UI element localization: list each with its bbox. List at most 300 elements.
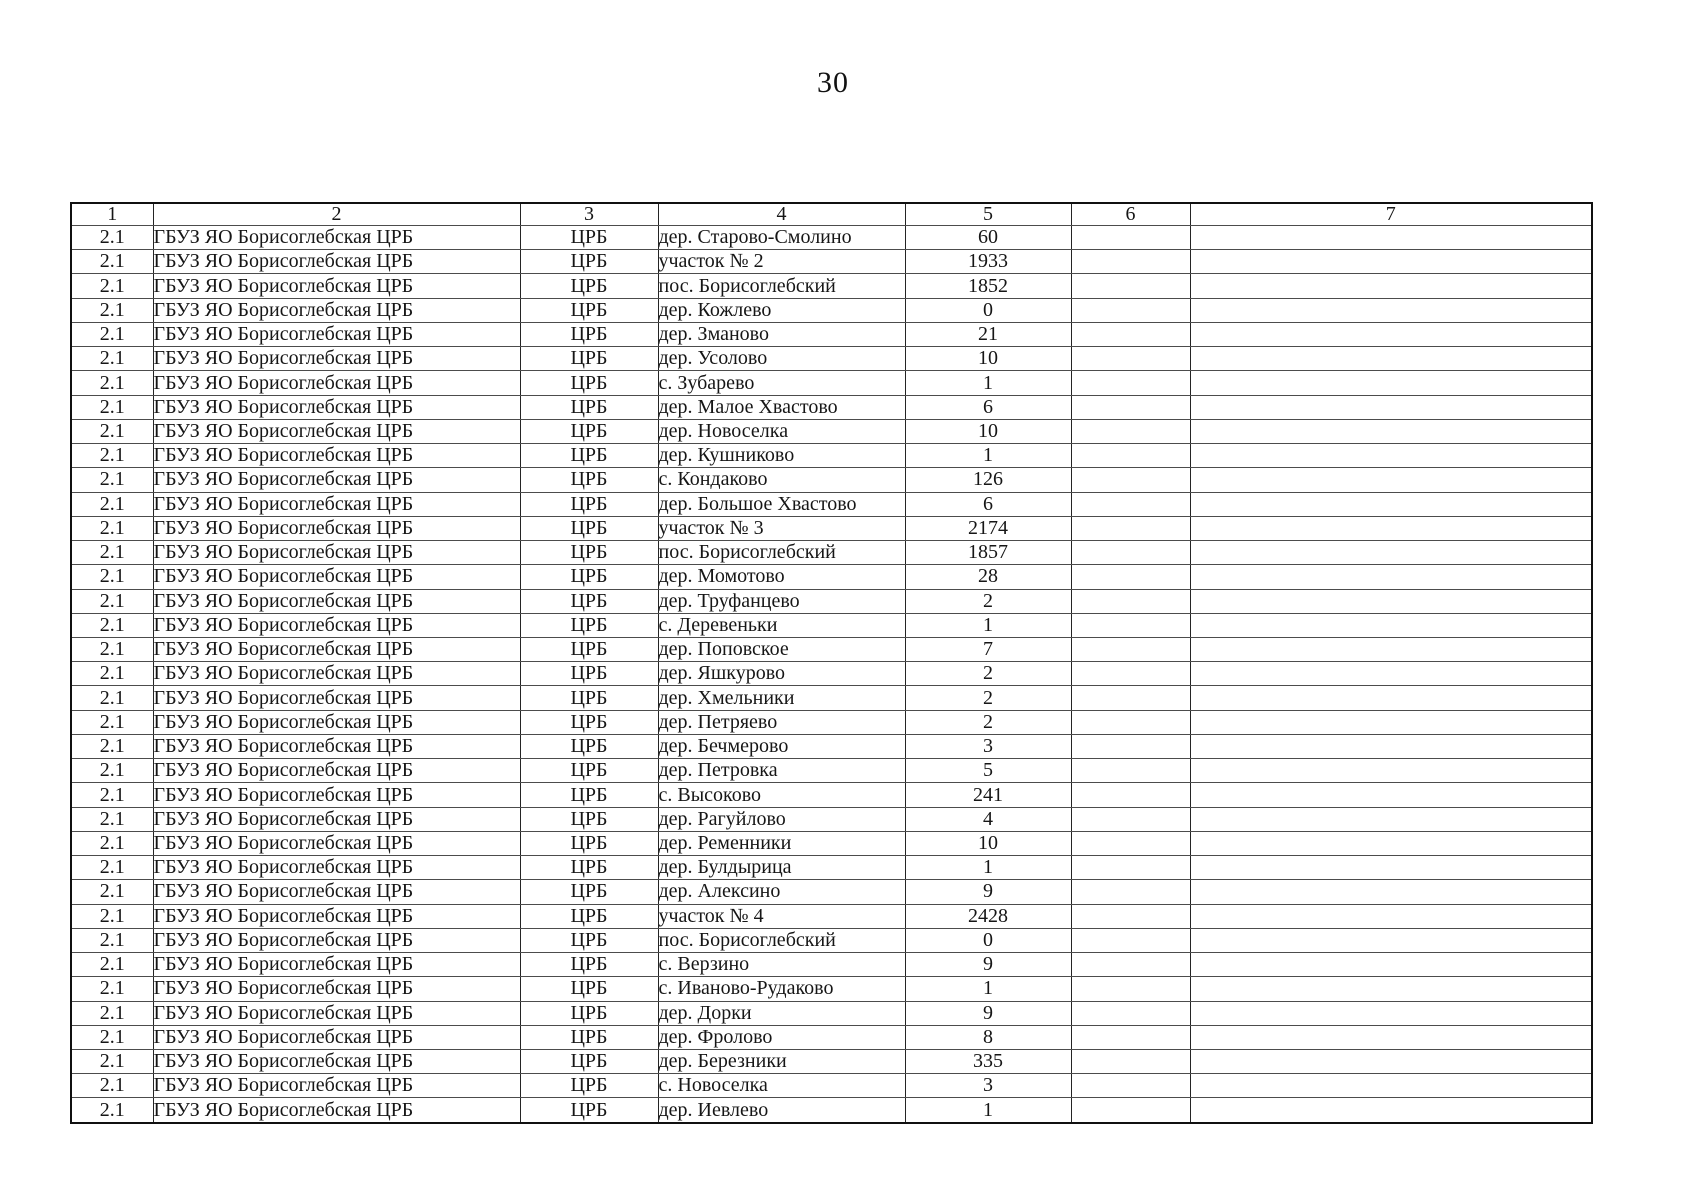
row-number-cell: 2.1 <box>71 589 153 613</box>
row-number-cell: 2.1 <box>71 637 153 661</box>
row-number-cell: 2.1 <box>71 492 153 516</box>
org-type-cell: ЦРБ <box>520 274 658 298</box>
column-6-cell <box>1071 347 1190 371</box>
header-cell-1: 1 <box>71 203 153 226</box>
locality-cell: дер. Фролово <box>658 1025 905 1049</box>
population-cell: 6 <box>905 395 1071 419</box>
column-7-cell <box>1190 1025 1592 1049</box>
column-6-cell <box>1071 1025 1190 1049</box>
row-number-cell: 2.1 <box>71 1001 153 1025</box>
column-7-cell <box>1190 565 1592 589</box>
organization-cell: ГБУЗ ЯО Борисоглебская ЦРБ <box>153 250 520 274</box>
table-row <box>71 759 1592 783</box>
population-cell: 241 <box>905 783 1071 807</box>
org-type-cell: ЦРБ <box>520 1098 658 1123</box>
column-6-cell <box>1071 856 1190 880</box>
row-number-cell: 2.1 <box>71 468 153 492</box>
column-7-cell <box>1190 1074 1592 1098</box>
population-cell: 8 <box>905 1025 1071 1049</box>
table-row <box>71 565 1592 589</box>
population-cell: 1 <box>905 371 1071 395</box>
header-cell-4: 4 <box>658 203 905 226</box>
column-6-cell <box>1071 686 1190 710</box>
column-6-cell <box>1071 395 1190 419</box>
org-type-cell: ЦРБ <box>520 516 658 540</box>
org-type-cell: ЦРБ <box>520 904 658 928</box>
locality-cell: дер. Труфанцево <box>658 589 905 613</box>
row-number-cell: 2.1 <box>71 250 153 274</box>
column-6-cell <box>1071 637 1190 661</box>
locality-cell: дер. Зманово <box>658 322 905 346</box>
column-7-cell <box>1190 395 1592 419</box>
column-6-cell <box>1071 662 1190 686</box>
row-number-cell: 2.1 <box>71 1025 153 1049</box>
locality-cell: дер. Новоселка <box>658 419 905 443</box>
org-type-cell: ЦРБ <box>520 734 658 758</box>
row-number-cell: 2.1 <box>71 1074 153 1098</box>
table-row <box>71 904 1592 928</box>
column-7-cell <box>1190 928 1592 952</box>
column-7-cell <box>1190 250 1592 274</box>
table-row <box>71 637 1592 661</box>
table-header-row <box>71 203 1592 226</box>
column-6-cell <box>1071 977 1190 1001</box>
column-7-cell <box>1190 977 1592 1001</box>
table-row <box>71 856 1592 880</box>
population-cell: 1 <box>905 613 1071 637</box>
locality-cell: дер. Бечмерово <box>658 734 905 758</box>
org-type-cell: ЦРБ <box>520 686 658 710</box>
population-cell: 10 <box>905 831 1071 855</box>
column-7-cell <box>1190 1049 1592 1073</box>
row-number-cell: 2.1 <box>71 831 153 855</box>
table-row <box>71 419 1592 443</box>
column-7-cell <box>1190 492 1592 516</box>
row-number-cell: 2.1 <box>71 977 153 1001</box>
column-6-cell <box>1071 565 1190 589</box>
organization-cell: ГБУЗ ЯО Борисоглебская ЦРБ <box>153 831 520 855</box>
population-cell: 3 <box>905 734 1071 758</box>
population-cell: 1 <box>905 1098 1071 1123</box>
column-6-cell <box>1071 953 1190 977</box>
organization-cell: ГБУЗ ЯО Борисоглебская ЦРБ <box>153 395 520 419</box>
column-7-cell <box>1190 783 1592 807</box>
row-number-cell: 2.1 <box>71 322 153 346</box>
table-row <box>71 444 1592 468</box>
population-cell: 1 <box>905 444 1071 468</box>
table-row <box>71 298 1592 322</box>
column-7-cell <box>1190 541 1592 565</box>
organization-cell: ГБУЗ ЯО Борисоглебская ЦРБ <box>153 1049 520 1073</box>
organization-cell: ГБУЗ ЯО Борисоглебская ЦРБ <box>153 734 520 758</box>
column-7-cell <box>1190 710 1592 734</box>
column-6-cell <box>1071 928 1190 952</box>
population-cell: 0 <box>905 298 1071 322</box>
table-row <box>71 395 1592 419</box>
row-number-cell: 2.1 <box>71 395 153 419</box>
locality-cell: с. Иваново-Рудаково <box>658 977 905 1001</box>
organization-cell: ГБУЗ ЯО Борисоглебская ЦРБ <box>153 274 520 298</box>
locality-cell: дер. Момотово <box>658 565 905 589</box>
table-row <box>71 226 1592 250</box>
organization-cell: ГБУЗ ЯО Борисоглебская ЦРБ <box>153 953 520 977</box>
table-row <box>71 1098 1592 1123</box>
locality-cell: пос. Борисоглебский <box>658 274 905 298</box>
org-type-cell: ЦРБ <box>520 1001 658 1025</box>
table-row <box>71 880 1592 904</box>
locality-cell: дер. Березники <box>658 1049 905 1073</box>
column-6-cell <box>1071 807 1190 831</box>
locality-cell: дер. Усолово <box>658 347 905 371</box>
locality-cell: дер. Яшкурово <box>658 662 905 686</box>
population-cell: 3 <box>905 1074 1071 1098</box>
organization-cell: ГБУЗ ЯО Борисоглебская ЦРБ <box>153 686 520 710</box>
column-7-cell <box>1190 880 1592 904</box>
row-number-cell: 2.1 <box>71 759 153 783</box>
org-type-cell: ЦРБ <box>520 371 658 395</box>
organization-cell: ГБУЗ ЯО Борисоглебская ЦРБ <box>153 710 520 734</box>
org-type-cell: ЦРБ <box>520 250 658 274</box>
org-type-cell: ЦРБ <box>520 613 658 637</box>
locality-cell: пос. Борисоглебский <box>658 928 905 952</box>
column-6-cell <box>1071 759 1190 783</box>
organization-cell: ГБУЗ ЯО Борисоглебская ЦРБ <box>153 444 520 468</box>
population-cell: 2 <box>905 686 1071 710</box>
table-row <box>71 686 1592 710</box>
column-6-cell <box>1071 516 1190 540</box>
data-table <box>70 202 1593 1124</box>
population-cell: 9 <box>905 1001 1071 1025</box>
org-type-cell: ЦРБ <box>520 298 658 322</box>
org-type-cell: ЦРБ <box>520 492 658 516</box>
column-6-cell <box>1071 783 1190 807</box>
population-cell: 1 <box>905 856 1071 880</box>
organization-cell: ГБУЗ ЯО Борисоглебская ЦРБ <box>153 226 520 250</box>
row-number-cell: 2.1 <box>71 856 153 880</box>
org-type-cell: ЦРБ <box>520 759 658 783</box>
table-row <box>71 710 1592 734</box>
org-type-cell: ЦРБ <box>520 541 658 565</box>
org-type-cell: ЦРБ <box>520 953 658 977</box>
population-cell: 126 <box>905 468 1071 492</box>
population-cell: 2174 <box>905 516 1071 540</box>
population-cell: 5 <box>905 759 1071 783</box>
row-number-cell: 2.1 <box>71 710 153 734</box>
row-number-cell: 2.1 <box>71 419 153 443</box>
locality-cell: дер. Рагуйлово <box>658 807 905 831</box>
column-6-cell <box>1071 880 1190 904</box>
organization-cell: ГБУЗ ЯО Борисоглебская ЦРБ <box>153 516 520 540</box>
table-body <box>71 226 1592 1124</box>
population-cell: 10 <box>905 347 1071 371</box>
organization-cell: ГБУЗ ЯО Борисоглебская ЦРБ <box>153 613 520 637</box>
column-7-cell <box>1190 444 1592 468</box>
locality-cell: с. Зубарево <box>658 371 905 395</box>
locality-cell: с. Новоселка <box>658 1074 905 1098</box>
table-row <box>71 953 1592 977</box>
row-number-cell: 2.1 <box>71 686 153 710</box>
org-type-cell: ЦРБ <box>520 322 658 346</box>
organization-cell: ГБУЗ ЯО Борисоглебская ЦРБ <box>153 783 520 807</box>
column-6-cell <box>1071 589 1190 613</box>
row-number-cell: 2.1 <box>71 516 153 540</box>
locality-cell: с. Верзино <box>658 953 905 977</box>
organization-cell: ГБУЗ ЯО Борисоглебская ЦРБ <box>153 589 520 613</box>
column-6-cell <box>1071 492 1190 516</box>
locality-cell: дер. Большое Хвастово <box>658 492 905 516</box>
organization-cell: ГБУЗ ЯО Борисоглебская ЦРБ <box>153 298 520 322</box>
column-7-cell <box>1190 347 1592 371</box>
row-number-cell: 2.1 <box>71 662 153 686</box>
population-cell: 10 <box>905 419 1071 443</box>
column-7-cell <box>1190 734 1592 758</box>
organization-cell: ГБУЗ ЯО Борисоглебская ЦРБ <box>153 759 520 783</box>
table-row <box>71 347 1592 371</box>
table-row <box>71 734 1592 758</box>
row-number-cell: 2.1 <box>71 298 153 322</box>
table-row <box>71 516 1592 540</box>
column-7-cell <box>1190 807 1592 831</box>
column-7-cell <box>1190 904 1592 928</box>
population-cell: 21 <box>905 322 1071 346</box>
locality-cell: дер. Поповское <box>658 637 905 661</box>
org-type-cell: ЦРБ <box>520 783 658 807</box>
header-cell-7: 7 <box>1190 203 1592 226</box>
locality-cell: участок № 4 <box>658 904 905 928</box>
row-number-cell: 2.1 <box>71 928 153 952</box>
column-7-cell <box>1190 589 1592 613</box>
column-6-cell <box>1071 1001 1190 1025</box>
header-cell-5: 5 <box>905 203 1071 226</box>
locality-cell: дер. Ременники <box>658 831 905 855</box>
org-type-cell: ЦРБ <box>520 977 658 1001</box>
locality-cell: дер. Кушниково <box>658 444 905 468</box>
population-cell: 1857 <box>905 541 1071 565</box>
header-cell-3: 3 <box>520 203 658 226</box>
row-number-cell: 2.1 <box>71 880 153 904</box>
row-number-cell: 2.1 <box>71 371 153 395</box>
column-6-cell <box>1071 250 1190 274</box>
column-7-cell <box>1190 516 1592 540</box>
column-7-cell <box>1190 298 1592 322</box>
table-row <box>71 541 1592 565</box>
organization-cell: ГБУЗ ЯО Борисоглебская ЦРБ <box>153 347 520 371</box>
org-type-cell: ЦРБ <box>520 347 658 371</box>
population-cell: 0 <box>905 928 1071 952</box>
row-number-cell: 2.1 <box>71 226 153 250</box>
organization-cell: ГБУЗ ЯО Борисоглебская ЦРБ <box>153 322 520 346</box>
population-cell: 2 <box>905 662 1071 686</box>
population-cell: 2428 <box>905 904 1071 928</box>
table-row <box>71 492 1592 516</box>
population-cell: 1 <box>905 977 1071 1001</box>
org-type-cell: ЦРБ <box>520 444 658 468</box>
locality-cell: дер. Старово-Смолино <box>658 226 905 250</box>
column-6-cell <box>1071 298 1190 322</box>
column-7-cell <box>1190 662 1592 686</box>
column-6-cell <box>1071 371 1190 395</box>
table-row <box>71 371 1592 395</box>
row-number-cell: 2.1 <box>71 274 153 298</box>
org-type-cell: ЦРБ <box>520 831 658 855</box>
locality-cell: дер. Алексино <box>658 880 905 904</box>
organization-cell: ГБУЗ ЯО Борисоглебская ЦРБ <box>153 662 520 686</box>
org-type-cell: ЦРБ <box>520 880 658 904</box>
column-6-cell <box>1071 444 1190 468</box>
column-7-cell <box>1190 637 1592 661</box>
population-cell: 60 <box>905 226 1071 250</box>
row-number-cell: 2.1 <box>71 444 153 468</box>
organization-cell: ГБУЗ ЯО Борисоглебская ЦРБ <box>153 1098 520 1123</box>
column-6-cell <box>1071 226 1190 250</box>
column-6-cell <box>1071 468 1190 492</box>
organization-cell: ГБУЗ ЯО Борисоглебская ЦРБ <box>153 371 520 395</box>
table-row <box>71 662 1592 686</box>
column-6-cell <box>1071 831 1190 855</box>
column-7-cell <box>1190 759 1592 783</box>
locality-cell: дер. Дорки <box>658 1001 905 1025</box>
locality-cell: дер. Кожлево <box>658 298 905 322</box>
population-cell: 335 <box>905 1049 1071 1073</box>
row-number-cell: 2.1 <box>71 783 153 807</box>
column-6-cell <box>1071 541 1190 565</box>
table-row <box>71 1074 1592 1098</box>
locality-cell: участок № 3 <box>658 516 905 540</box>
row-number-cell: 2.1 <box>71 734 153 758</box>
population-cell: 2 <box>905 710 1071 734</box>
population-cell: 9 <box>905 953 1071 977</box>
column-6-cell <box>1071 710 1190 734</box>
column-7-cell <box>1190 686 1592 710</box>
column-6-cell <box>1071 274 1190 298</box>
table-row <box>71 928 1592 952</box>
column-7-cell <box>1190 831 1592 855</box>
locality-cell: дер. Петряево <box>658 710 905 734</box>
column-7-cell <box>1190 322 1592 346</box>
table-row <box>71 589 1592 613</box>
org-type-cell: ЦРБ <box>520 226 658 250</box>
table-row <box>71 1001 1592 1025</box>
locality-cell: дер. Иевлево <box>658 1098 905 1123</box>
row-number-cell: 2.1 <box>71 807 153 831</box>
org-type-cell: ЦРБ <box>520 856 658 880</box>
org-type-cell: ЦРБ <box>520 928 658 952</box>
population-cell: 4 <box>905 807 1071 831</box>
column-6-cell <box>1071 613 1190 637</box>
table-row <box>71 831 1592 855</box>
population-cell: 9 <box>905 880 1071 904</box>
organization-cell: ГБУЗ ЯО Борисоглебская ЦРБ <box>153 541 520 565</box>
table-row <box>71 1049 1592 1073</box>
table-row <box>71 807 1592 831</box>
column-7-cell <box>1190 1098 1592 1123</box>
column-7-cell <box>1190 226 1592 250</box>
column-6-cell <box>1071 1074 1190 1098</box>
column-7-cell <box>1190 419 1592 443</box>
population-cell: 28 <box>905 565 1071 589</box>
population-cell: 1933 <box>905 250 1071 274</box>
table-row <box>71 977 1592 1001</box>
locality-cell: с. Кондаково <box>658 468 905 492</box>
organization-cell: ГБУЗ ЯО Борисоглебская ЦРБ <box>153 1001 520 1025</box>
column-7-cell <box>1190 274 1592 298</box>
organization-cell: ГБУЗ ЯО Борисоглебская ЦРБ <box>153 807 520 831</box>
locality-cell: с. Высоково <box>658 783 905 807</box>
locality-cell: дер. Хмельники <box>658 686 905 710</box>
org-type-cell: ЦРБ <box>520 468 658 492</box>
organization-cell: ГБУЗ ЯО Борисоглебская ЦРБ <box>153 1025 520 1049</box>
locality-cell: дер. Петровка <box>658 759 905 783</box>
column-6-cell <box>1071 419 1190 443</box>
population-cell: 6 <box>905 492 1071 516</box>
org-type-cell: ЦРБ <box>520 1049 658 1073</box>
table-row <box>71 1025 1592 1049</box>
column-7-cell <box>1190 1001 1592 1025</box>
locality-cell: с. Деревеньки <box>658 613 905 637</box>
table-row <box>71 783 1592 807</box>
row-number-cell: 2.1 <box>71 1049 153 1073</box>
org-type-cell: ЦРБ <box>520 419 658 443</box>
organization-cell: ГБУЗ ЯО Борисоглебская ЦРБ <box>153 904 520 928</box>
org-type-cell: ЦРБ <box>520 565 658 589</box>
organization-cell: ГБУЗ ЯО Борисоглебская ЦРБ <box>153 637 520 661</box>
row-number-cell: 2.1 <box>71 613 153 637</box>
column-7-cell <box>1190 856 1592 880</box>
column-7-cell <box>1190 468 1592 492</box>
organization-cell: ГБУЗ ЯО Борисоглебская ЦРБ <box>153 565 520 589</box>
locality-cell: дер. Малое Хвастово <box>658 395 905 419</box>
row-number-cell: 2.1 <box>71 953 153 977</box>
column-6-cell <box>1071 322 1190 346</box>
column-6-cell <box>1071 904 1190 928</box>
population-cell: 2 <box>905 589 1071 613</box>
row-number-cell: 2.1 <box>71 1098 153 1123</box>
org-type-cell: ЦРБ <box>520 662 658 686</box>
header-cell-2: 2 <box>153 203 520 226</box>
locality-cell: дер. Булдырица <box>658 856 905 880</box>
row-number-cell: 2.1 <box>71 347 153 371</box>
org-type-cell: ЦРБ <box>520 637 658 661</box>
organization-cell: ГБУЗ ЯО Борисоглебская ЦРБ <box>153 419 520 443</box>
column-7-cell <box>1190 953 1592 977</box>
column-7-cell <box>1190 371 1592 395</box>
column-6-cell <box>1071 1049 1190 1073</box>
row-number-cell: 2.1 <box>71 565 153 589</box>
org-type-cell: ЦРБ <box>520 589 658 613</box>
organization-cell: ГБУЗ ЯО Борисоглебская ЦРБ <box>153 492 520 516</box>
column-6-cell <box>1071 1098 1190 1123</box>
organization-cell: ГБУЗ ЯО Борисоглебская ЦРБ <box>153 468 520 492</box>
locality-cell: пос. Борисоглебский <box>658 541 905 565</box>
org-type-cell: ЦРБ <box>520 710 658 734</box>
table-row <box>71 613 1592 637</box>
org-type-cell: ЦРБ <box>520 807 658 831</box>
organization-cell: ГБУЗ ЯО Борисоглебская ЦРБ <box>153 880 520 904</box>
column-7-cell <box>1190 613 1592 637</box>
organization-cell: ГБУЗ ЯО Борисоглебская ЦРБ <box>153 928 520 952</box>
header-cell-6: 6 <box>1071 203 1190 226</box>
organization-cell: ГБУЗ ЯО Борисоглебская ЦРБ <box>153 977 520 1001</box>
organization-cell: ГБУЗ ЯО Борисоглебская ЦРБ <box>153 1074 520 1098</box>
organization-cell: ГБУЗ ЯО Борисоглебская ЦРБ <box>153 856 520 880</box>
locality-cell: участок № 2 <box>658 250 905 274</box>
row-number-cell: 2.1 <box>71 541 153 565</box>
population-cell: 7 <box>905 637 1071 661</box>
table-row <box>71 468 1592 492</box>
table-row <box>71 322 1592 346</box>
org-type-cell: ЦРБ <box>520 1025 658 1049</box>
org-type-cell: ЦРБ <box>520 395 658 419</box>
